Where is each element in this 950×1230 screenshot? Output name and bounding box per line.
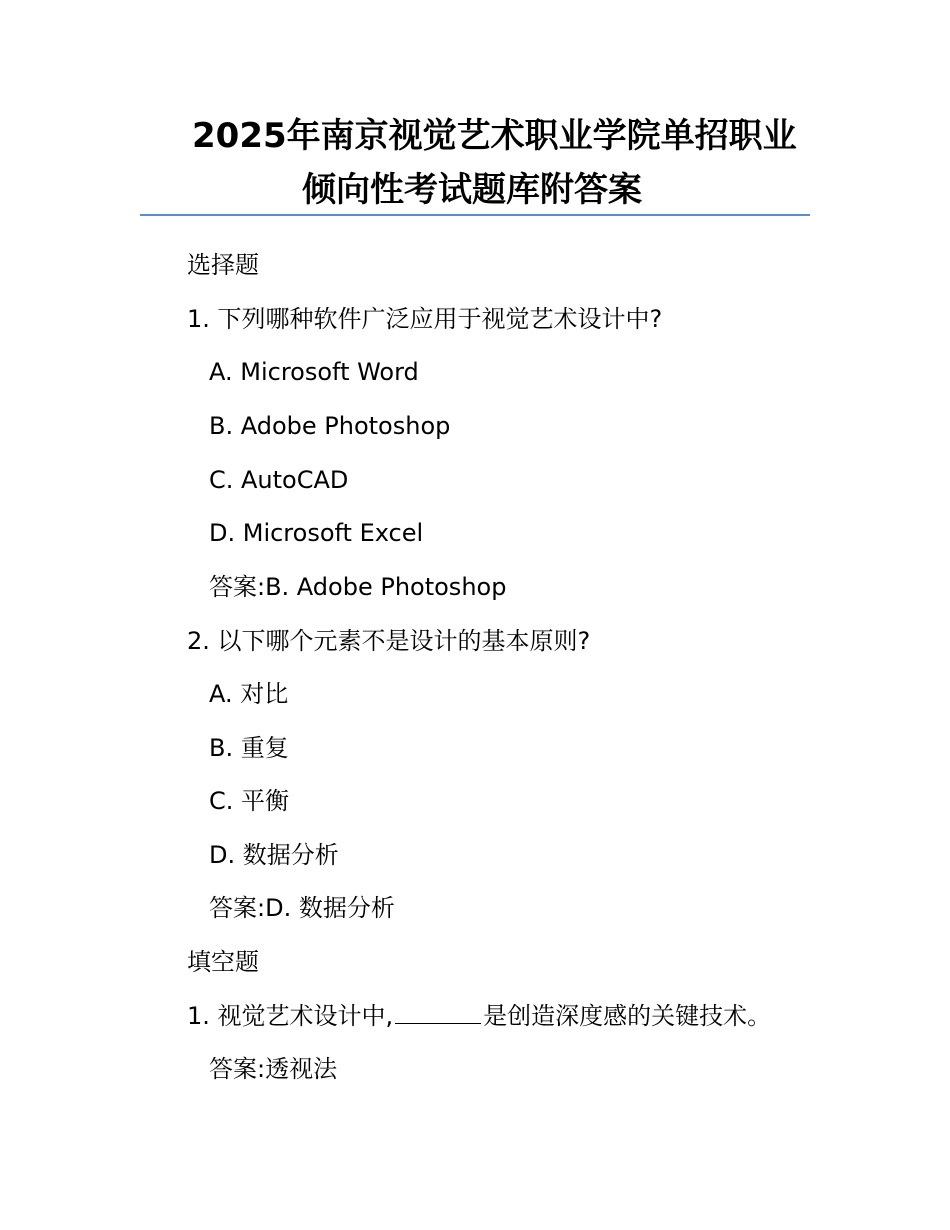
title-divider bbox=[140, 214, 810, 216]
q1-answer: 答案:B. Adobe Photoshop bbox=[209, 573, 507, 601]
q2-answer: 答案:D. 数据分析 bbox=[209, 894, 395, 922]
question-2: 2. 以下哪个元素不是设计的基本原则? bbox=[187, 627, 591, 655]
q2-option-a: A. 对比 bbox=[209, 680, 289, 708]
document-title-line-1: 2025年南京视觉艺术职业学院单招职业 bbox=[192, 116, 797, 156]
fill-question-1 bbox=[187, 1001, 771, 1031]
document-title-line-2: 倾向性考试题库附答案 bbox=[302, 170, 642, 210]
q1-option-c: C. AutoCAD bbox=[209, 466, 349, 494]
q1-option-d: D. Microsoft Excel bbox=[209, 519, 424, 547]
section-heading-fill: 填空题 bbox=[187, 948, 259, 976]
q2-option-d: D. 数据分析 bbox=[209, 841, 339, 869]
question-1: 1. 下列哪种软件广泛应用于视觉艺术设计中? bbox=[187, 305, 663, 333]
q1-option-b: B. Adobe Photoshop bbox=[209, 412, 451, 440]
q2-option-b: B. 重复 bbox=[209, 734, 289, 762]
fill-q1-answer: 答案:透视法 bbox=[209, 1055, 338, 1083]
fill-blank bbox=[395, 1001, 481, 1024]
section-heading-choice: 选择题 bbox=[187, 251, 259, 279]
q1-option-a: A. Microsoft Word bbox=[209, 358, 419, 386]
fill-question-text-after: 是创造深度感的关键技术。 bbox=[483, 1002, 772, 1030]
q2-option-c: C. 平衡 bbox=[209, 787, 290, 815]
fill-question-text-before: 1. 视觉艺术设计中, bbox=[187, 1002, 394, 1030]
